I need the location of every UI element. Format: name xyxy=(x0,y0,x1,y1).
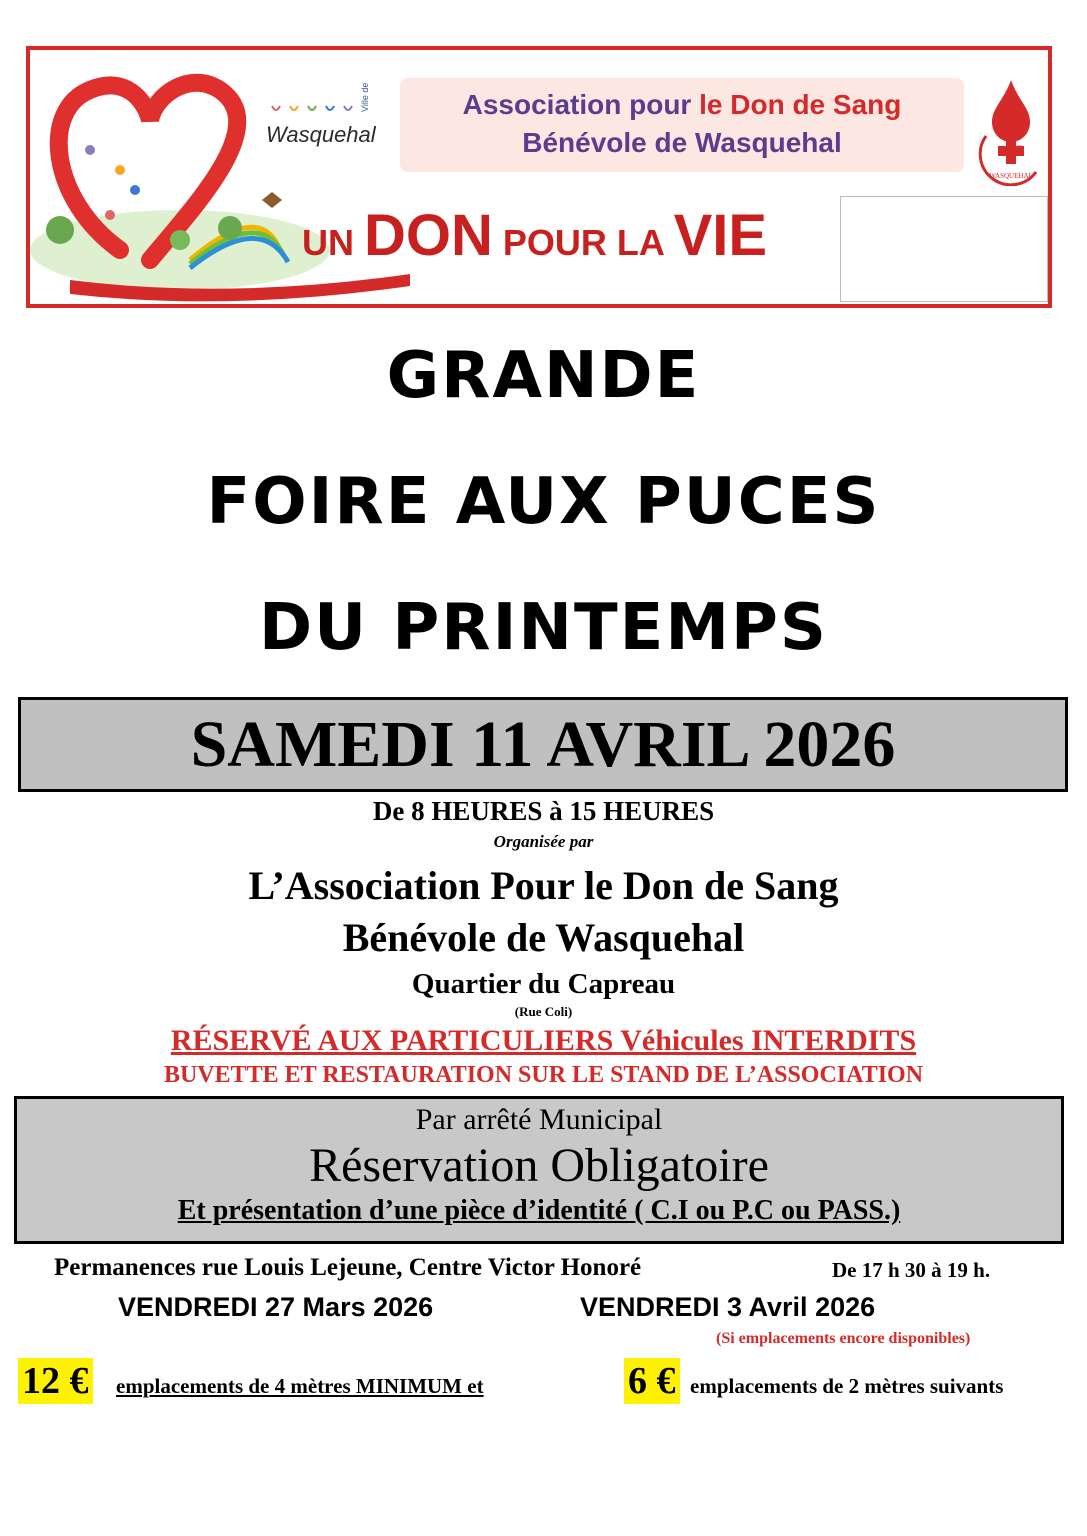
availability-note: (Si emplacements encore disponibles) xyxy=(716,1330,971,1347)
buvette-notice: BUVETTE ET RESTAURATION SUR LE STAND DE L’ASSOCIATION xyxy=(163,1062,924,1088)
permanences-time: De 17 h 30 à 19 h. xyxy=(832,1258,991,1282)
event-hours: De 8 HEURES à 15 HEURES xyxy=(372,796,715,826)
organised-by: Organisée par xyxy=(493,832,594,851)
blood-drop-logo-icon xyxy=(978,76,1044,186)
slogan-pour: POUR LA xyxy=(492,222,674,263)
adsb-city: WASQUEHAL xyxy=(989,172,1033,180)
organiser-line1: L’Association Pour le Don de Sang xyxy=(248,863,839,908)
price-6-description: emplacements de 2 mètres suivants xyxy=(690,1374,1004,1398)
adsb-label: ADSB xyxy=(998,144,1024,154)
slogan xyxy=(302,202,767,269)
price-6: 6 € xyxy=(624,1358,680,1404)
permanence-date2: VENDREDI 3 Avril 2026 xyxy=(580,1292,876,1322)
price-12: 12 € xyxy=(18,1358,93,1404)
association-line1 xyxy=(400,86,964,124)
price-12-description: emplacements de 4 mètres MINIMUM et xyxy=(116,1374,484,1398)
ville-label: Ville de xyxy=(360,82,370,112)
location: Quartier du Capreau xyxy=(411,968,676,1000)
slogan-vie: VIE xyxy=(673,203,768,268)
street: (Rue Coli) xyxy=(514,1004,573,1019)
title-line2: FOIRE AUX PUCES xyxy=(206,465,881,539)
title-line1: GRANDE xyxy=(386,339,701,413)
blank-frame xyxy=(840,196,1048,302)
event-date: SAMEDI 11 AVRIL 2026 xyxy=(18,697,1068,792)
permanence-date1: VENDREDI 27 Mars 2026 xyxy=(118,1292,434,1322)
permanences-text: Permanences rue Louis Lejeune, Centre Victor Honoré xyxy=(54,1254,642,1281)
reservation-heading: Réservation Obligatoire xyxy=(309,1139,769,1192)
reservation-box xyxy=(14,1096,1064,1244)
title-line3: DU PRINTEMPS xyxy=(259,591,828,665)
id-requirement: Et présentation d’une pièce d’identité ( C.I ou P.C ou PASS.) xyxy=(177,1195,901,1226)
association-line2: Bénévole de Wasquehal xyxy=(522,127,842,158)
association-text: Association pour xyxy=(462,89,700,120)
association-highlight: le Don de Sang xyxy=(699,89,902,120)
organiser-line2: Bénévole de Wasquehal xyxy=(342,915,745,960)
association-box xyxy=(400,78,964,172)
ville-name: Wasquehal xyxy=(266,122,376,147)
reserved-notice: RÉSERVÉ AUX PARTICULIERS Véhicules INTERDITS xyxy=(170,1024,917,1057)
slogan-don: DON xyxy=(364,203,493,268)
header-banner xyxy=(26,46,1052,308)
slogan-un: UN xyxy=(302,222,364,263)
arrete-text: Par arrêté Municipal xyxy=(415,1103,663,1136)
